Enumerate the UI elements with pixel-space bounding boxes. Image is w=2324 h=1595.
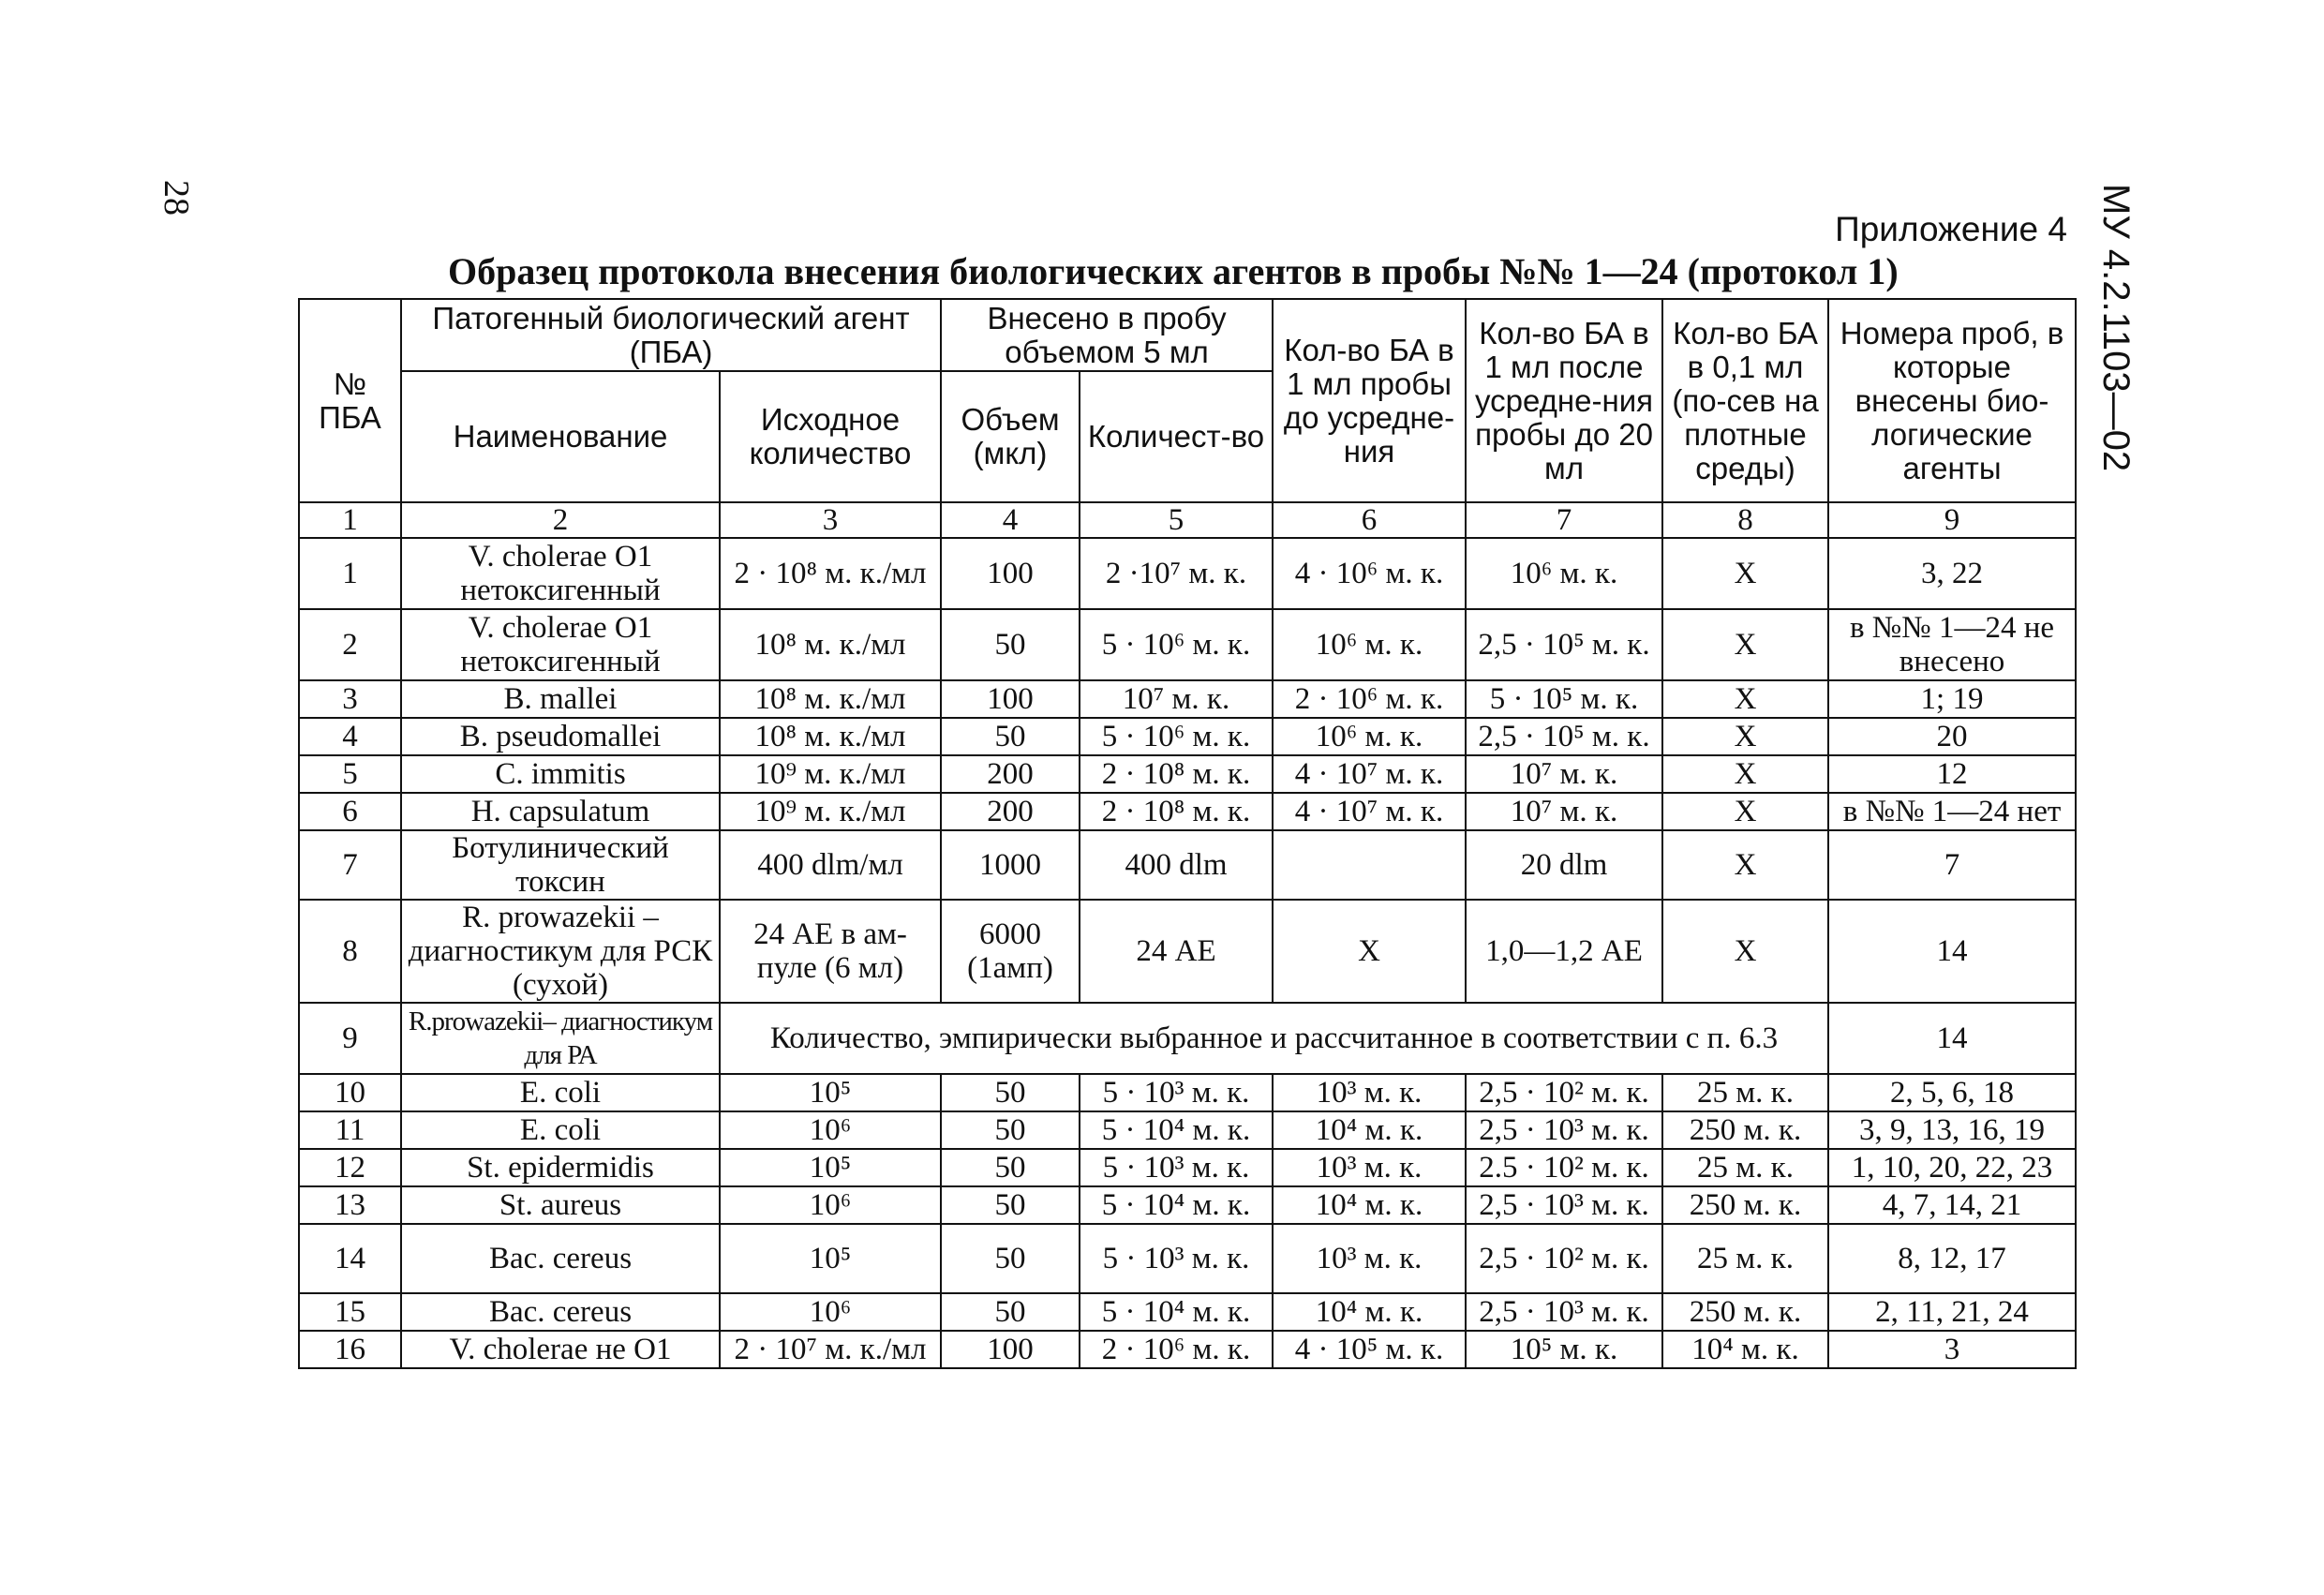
cell-quantity: 2 · 10⁶ м. к. [1080,1331,1273,1368]
table-row [299,1331,2076,1368]
table-row [299,538,2076,609]
cell-merged-note: Количество, эмпирически выбранное и рассчитанное в соответствии с п. 6.3 [720,1003,1828,1074]
cell-quantity: 5 · 10⁶ м. к. [1080,718,1273,755]
appendix-label: Приложение 4 [1835,210,2067,248]
cell-samples: 1, 10, 20, 22, 23 [1828,1149,2076,1186]
table-row [299,1224,2076,1293]
table-row [299,680,2076,718]
cell-name: E. coli [401,1074,720,1111]
column-number-row [299,502,2076,538]
cell-name: C. immitis [401,755,720,793]
header-row-1 [299,299,2076,371]
cell-ba-01: X [1662,718,1828,755]
cell-ba-before: 10⁴ м. к. [1273,1186,1466,1224]
cell-ba-01: X [1662,900,1828,1003]
cell-samples: 2, 11, 21, 24 [1828,1293,2076,1331]
cell-samples: в №№ 1—24 не внесено [1828,609,2076,680]
cell-ba-before [1273,830,1466,900]
cell-samples: 7 [1828,830,2076,900]
cell-ba-before: 10⁴ м. к. [1273,1293,1466,1331]
table-row [299,1149,2076,1186]
cell-num: 16 [299,1331,401,1368]
cell-ba-before: 2 · 10⁶ м. к. [1273,680,1466,718]
page-number: 28 [156,180,196,216]
cell-initial: 10⁹ м. к./мл [720,793,941,830]
cell-num: 15 [299,1293,401,1331]
cell-ba-after: 10⁶ м. к. [1466,538,1662,609]
cell-ba-01: X [1662,830,1828,900]
cell-name: V. cholerae O1 нетоксигенный [401,538,720,609]
cell-ba-01: X [1662,538,1828,609]
cell-ba-before: X [1273,900,1466,1003]
table-row [299,1074,2076,1111]
cell-ba-after: 1,0—1,2 АЕ [1466,900,1662,1003]
header-sample-numbers: Номера проб, в которые внесены био-логические агенты [1828,299,2076,502]
cell-ba-before: 10⁶ м. к. [1273,718,1466,755]
cell-ba-before: 10³ м. к. [1273,1149,1466,1186]
cell-initial: 10⁶ [720,1186,941,1224]
cell-volume: 100 [941,1331,1080,1368]
cell-ba-before: 4 · 10⁷ м. к. [1273,755,1466,793]
cell-num: 4 [299,718,401,755]
cell-quantity: 5 · 10³ м. к. [1080,1224,1273,1293]
cell-volume: 100 [941,538,1080,609]
cell-ba-after: 10⁷ м. к. [1466,793,1662,830]
cell-num: 12 [299,1149,401,1186]
cell-ba-before: 10⁴ м. к. [1273,1111,1466,1149]
cell-num: 14 [299,1224,401,1293]
cell-ba-01: 25 м. к. [1662,1149,1828,1186]
cell-ba-01: X [1662,609,1828,680]
cell-ba-01: 250 м. к. [1662,1111,1828,1149]
cell-volume: 200 [941,793,1080,830]
header-name: Наименование [401,371,720,502]
cell-name: B. pseudomallei [401,718,720,755]
table-row [299,718,2076,755]
cell-volume: 50 [941,1293,1080,1331]
cell-initial: 2 · 10⁷ м. к./мл [720,1331,941,1368]
cell-samples: в №№ 1—24 нет [1828,793,2076,830]
document-code: МУ 4.2.1103—02 [2095,184,2137,472]
cell-name: St. aureus [401,1186,720,1224]
header-initial: Исходное количество [720,371,941,502]
cell-ba-01: X [1662,680,1828,718]
cell-num: 2 [299,609,401,680]
cell-initial: 24 АЕ в ам-пуле (6 мл) [720,900,941,1003]
cell-name: B. mallei [401,680,720,718]
cell-initial: 10⁶ [720,1293,941,1331]
cell-ba-after: 10⁵ м. к. [1466,1331,1662,1368]
cell-quantity: 5 · 10⁴ м. к. [1080,1293,1273,1331]
cell-ba-01: 25 м. к. [1662,1074,1828,1111]
cell-samples: 20 [1828,718,2076,755]
cell-ba-after: 2,5 · 10⁵ м. к. [1466,609,1662,680]
cell-samples: 1; 19 [1828,680,2076,718]
cell-name: Bac. cereus [401,1224,720,1293]
cell-ba-after: 2.5 · 10² м. к. [1466,1149,1662,1186]
cell-volume: 6000 (1амп) [941,900,1080,1003]
cell-quantity: 5 · 10⁴ м. к. [1080,1186,1273,1224]
cell-ba-before: 4 · 10⁶ м. к. [1273,538,1466,609]
cell-num: 13 [299,1186,401,1224]
table-row [299,1293,2076,1331]
column-number: 3 [720,502,941,538]
protocol-table [298,298,2077,1369]
cell-volume: 50 [941,609,1080,680]
cell-samples: 12 [1828,755,2076,793]
table-row [299,830,2076,900]
cell-ba-after: 2,5 · 10² м. к. [1466,1224,1662,1293]
cell-ba-01: 10⁴ м. к. [1662,1331,1828,1368]
cell-name: R.prowazekii– диагностикум для РА [401,1003,720,1074]
table-title: Образец протокола внесения биологических агентов в пробы №№ 1—24 (протокол 1) [448,250,1899,292]
cell-ba-after: 10⁷ м. к. [1466,755,1662,793]
cell-quantity: 24 АЕ [1080,900,1273,1003]
cell-name: V. cholerae O1 нетоксигенный [401,609,720,680]
cell-num: 10 [299,1074,401,1111]
cell-ba-before: 4 · 10⁵ м. к. [1273,1331,1466,1368]
cell-initial: 10⁵ [720,1224,941,1293]
cell-ba-01: X [1662,793,1828,830]
cell-num: 1 [299,538,401,609]
cell-ba-after: 20 dlm [1466,830,1662,900]
header-ba-after: Кол-во БА в 1 мл после усредне-ния пробы до 20 мл [1466,299,1662,502]
cell-initial: 10⁵ [720,1149,941,1186]
column-number: 2 [401,502,720,538]
cell-volume: 50 [941,1149,1080,1186]
column-number: 4 [941,502,1080,538]
cell-ba-after: 2,5 · 10² м. к. [1466,1074,1662,1111]
cell-name: E. coli [401,1111,720,1149]
cell-name: R. prowazekii – диагностикум для РСК (сухой) [401,900,720,1003]
cell-ba-01: X [1662,755,1828,793]
cell-initial: 10⁸ м. к./мл [720,680,941,718]
table-row [299,609,2076,680]
cell-samples: 8, 12, 17 [1828,1224,2076,1293]
cell-samples: 14 [1828,1003,2076,1074]
table-body-row9 [299,1003,2076,1074]
header-ba-before: Кол-во БА в 1 мл пробы до усредне-ния [1273,299,1466,502]
cell-num: 11 [299,1111,401,1149]
cell-quantity: 5 · 10³ м. к. [1080,1074,1273,1111]
cell-ba-after: 2,5 · 10³ м. к. [1466,1111,1662,1149]
cell-ba-01: 25 м. к. [1662,1224,1828,1293]
cell-ba-before: 10³ м. к. [1273,1074,1466,1111]
column-number: 7 [1466,502,1662,538]
column-number: 9 [1828,502,2076,538]
header-quantity: Количест-во [1080,371,1273,502]
cell-ba-after: 2,5 · 10⁵ м. к. [1466,718,1662,755]
cell-ba-before: 4 · 10⁷ м. к. [1273,793,1466,830]
cell-volume: 50 [941,718,1080,755]
column-number: 6 [1273,502,1466,538]
cell-samples: 3 [1828,1331,2076,1368]
header-agent-group: Патогенный биологический агент (ПБА) [401,299,941,371]
cell-volume: 100 [941,680,1080,718]
cell-name: H. capsulatum [401,793,720,830]
cell-ba-before: 10³ м. к. [1273,1224,1466,1293]
header-added-group: Внесено в пробу объемом 5 мл [941,299,1273,371]
cell-initial: 10⁹ м. к./мл [720,755,941,793]
cell-quantity: 5 · 10³ м. к. [1080,1149,1273,1186]
table-row [299,1111,2076,1149]
cell-volume: 1000 [941,830,1080,900]
header-volume: Объем (мкл) [941,371,1080,502]
table-row [299,1003,2076,1074]
cell-ba-after: 5 · 10⁵ м. к. [1466,680,1662,718]
table-body-top [299,538,2076,1003]
table-row [299,793,2076,830]
cell-quantity: 400 dlm [1080,830,1273,900]
cell-name: V. cholerae не O1 [401,1331,720,1368]
cell-name: Ботулинический токсин [401,830,720,900]
table-row [299,1186,2076,1224]
cell-quantity: 2 · 10⁸ м. к. [1080,793,1273,830]
cell-quantity: 10⁷ м. к. [1080,680,1273,718]
cell-ba-after: 2,5 · 10³ м. к. [1466,1293,1662,1331]
cell-initial: 10⁸ м. к./мл [720,718,941,755]
cell-samples: 3, 22 [1828,538,2076,609]
cell-initial: 10⁸ м. к./мл [720,609,941,680]
cell-num: 6 [299,793,401,830]
table-row [299,755,2076,793]
cell-num: 9 [299,1003,401,1074]
cell-initial: 2 · 10⁸ м. к./мл [720,538,941,609]
cell-samples: 2, 5, 6, 18 [1828,1074,2076,1111]
column-number: 1 [299,502,401,538]
cell-quantity: 5 · 10⁴ м. к. [1080,1111,1273,1149]
cell-quantity: 5 · 10⁶ м. к. [1080,609,1273,680]
cell-quantity: 2 · 10⁸ м. к. [1080,755,1273,793]
table-body-bottom [299,1074,2076,1368]
cell-volume: 200 [941,755,1080,793]
cell-initial: 10⁶ [720,1111,941,1149]
cell-name: Bac. cereus [401,1293,720,1331]
cell-quantity: 2 ·10⁷ м. к. [1080,538,1273,609]
cell-samples: 14 [1828,900,2076,1003]
cell-num: 7 [299,830,401,900]
cell-num: 3 [299,680,401,718]
cell-samples: 4, 7, 14, 21 [1828,1186,2076,1224]
cell-volume: 50 [941,1074,1080,1111]
cell-ba-after: 2,5 · 10³ м. к. [1466,1186,1662,1224]
table-row [299,900,2076,1003]
cell-ba-01: 250 м. к. [1662,1186,1828,1224]
header-ba-01: Кол-во БА в 0,1 мл (по-сев на плотные среды) [1662,299,1828,502]
header-num: № ПБА [299,299,401,502]
cell-name: St. epidermidis [401,1149,720,1186]
cell-ba-01: 250 м. к. [1662,1293,1828,1331]
column-number: 5 [1080,502,1273,538]
cell-ba-before: 10⁶ м. к. [1273,609,1466,680]
cell-volume: 50 [941,1224,1080,1293]
column-number: 8 [1662,502,1828,538]
cell-initial: 10⁵ [720,1074,941,1111]
cell-num: 8 [299,900,401,1003]
cell-volume: 50 [941,1186,1080,1224]
cell-volume: 50 [941,1111,1080,1149]
cell-samples: 3, 9, 13, 16, 19 [1828,1111,2076,1149]
cell-num: 5 [299,755,401,793]
cell-initial: 400 dlm/мл [720,830,941,900]
